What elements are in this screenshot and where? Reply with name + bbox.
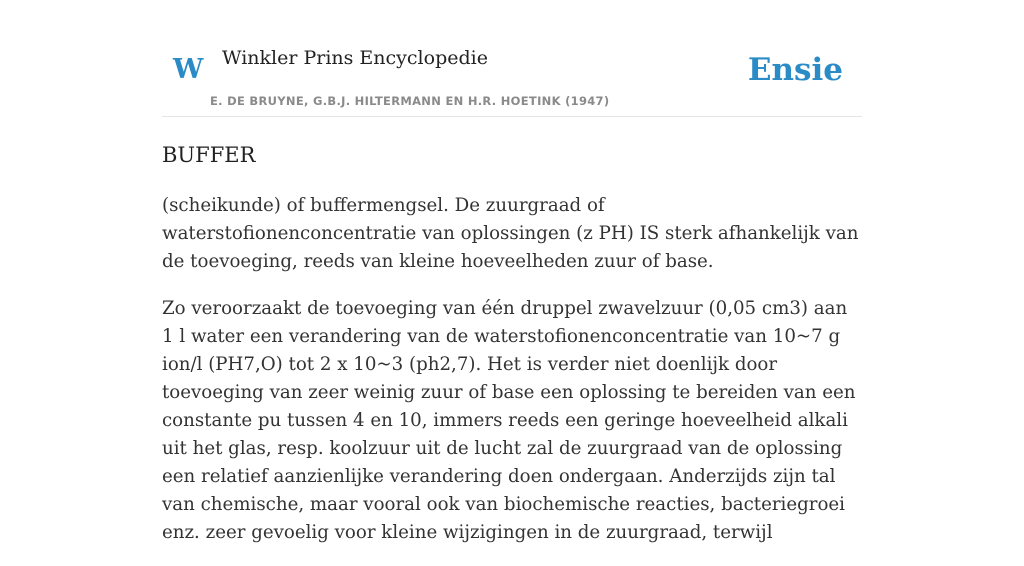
publication-title[interactable]: Winkler Prins Encyclopedie bbox=[222, 47, 488, 69]
entry-paragraph-1: (scheikunde) of buffermengsel. De zuurgraad of waterstofionenconcentratie van oplossingen (z PH) IS sterk afhankelijk van de toevoeging, reeds van kleine hoeveelheden zuur of base. bbox=[162, 195, 859, 272]
entry-paragraph-2: Zo veroorzaakt de toevoeging van één druppel zwavelzuur (0,05 cm3) aan 1 l water een verandering van de waterstofionenconcentratie van 10~7 g ion/l (PH7,O) tot 2 x 10~3 (ph2,7). Het is verder niet doenlijk door toevoeging van zeer weinig zuur of base een oplossing te bereiden van een constante pu tussen 4 en 10, immers reeds een geringe hoeveelheid alkali uit het glas, resp. koolzuur uit de lucht zal de zuurgraad van de oplossing een relatief aanzienlijke verandering doen ondergaan. Anderzijds zijn tal van chemische, maar vooral ook van biochemische reacties, bacteriegroei enz. zeer gevoelig voor kleine wijzigingen in de zuurgraad, terwijl bbox=[162, 298, 856, 543]
entry-headword: BUFFER bbox=[162, 143, 256, 167]
entry-body bbox=[162, 192, 862, 566]
winkler-prins-logo-icon[interactable]: W bbox=[173, 54, 204, 85]
publication-header bbox=[162, 0, 862, 117]
publication-authors: E. DE BRUYNE, G.B.J. HILTERMANN EN H.R. HOETINK (1947) bbox=[210, 94, 610, 108]
ensie-logo[interactable]: Ensie bbox=[747, 52, 843, 88]
